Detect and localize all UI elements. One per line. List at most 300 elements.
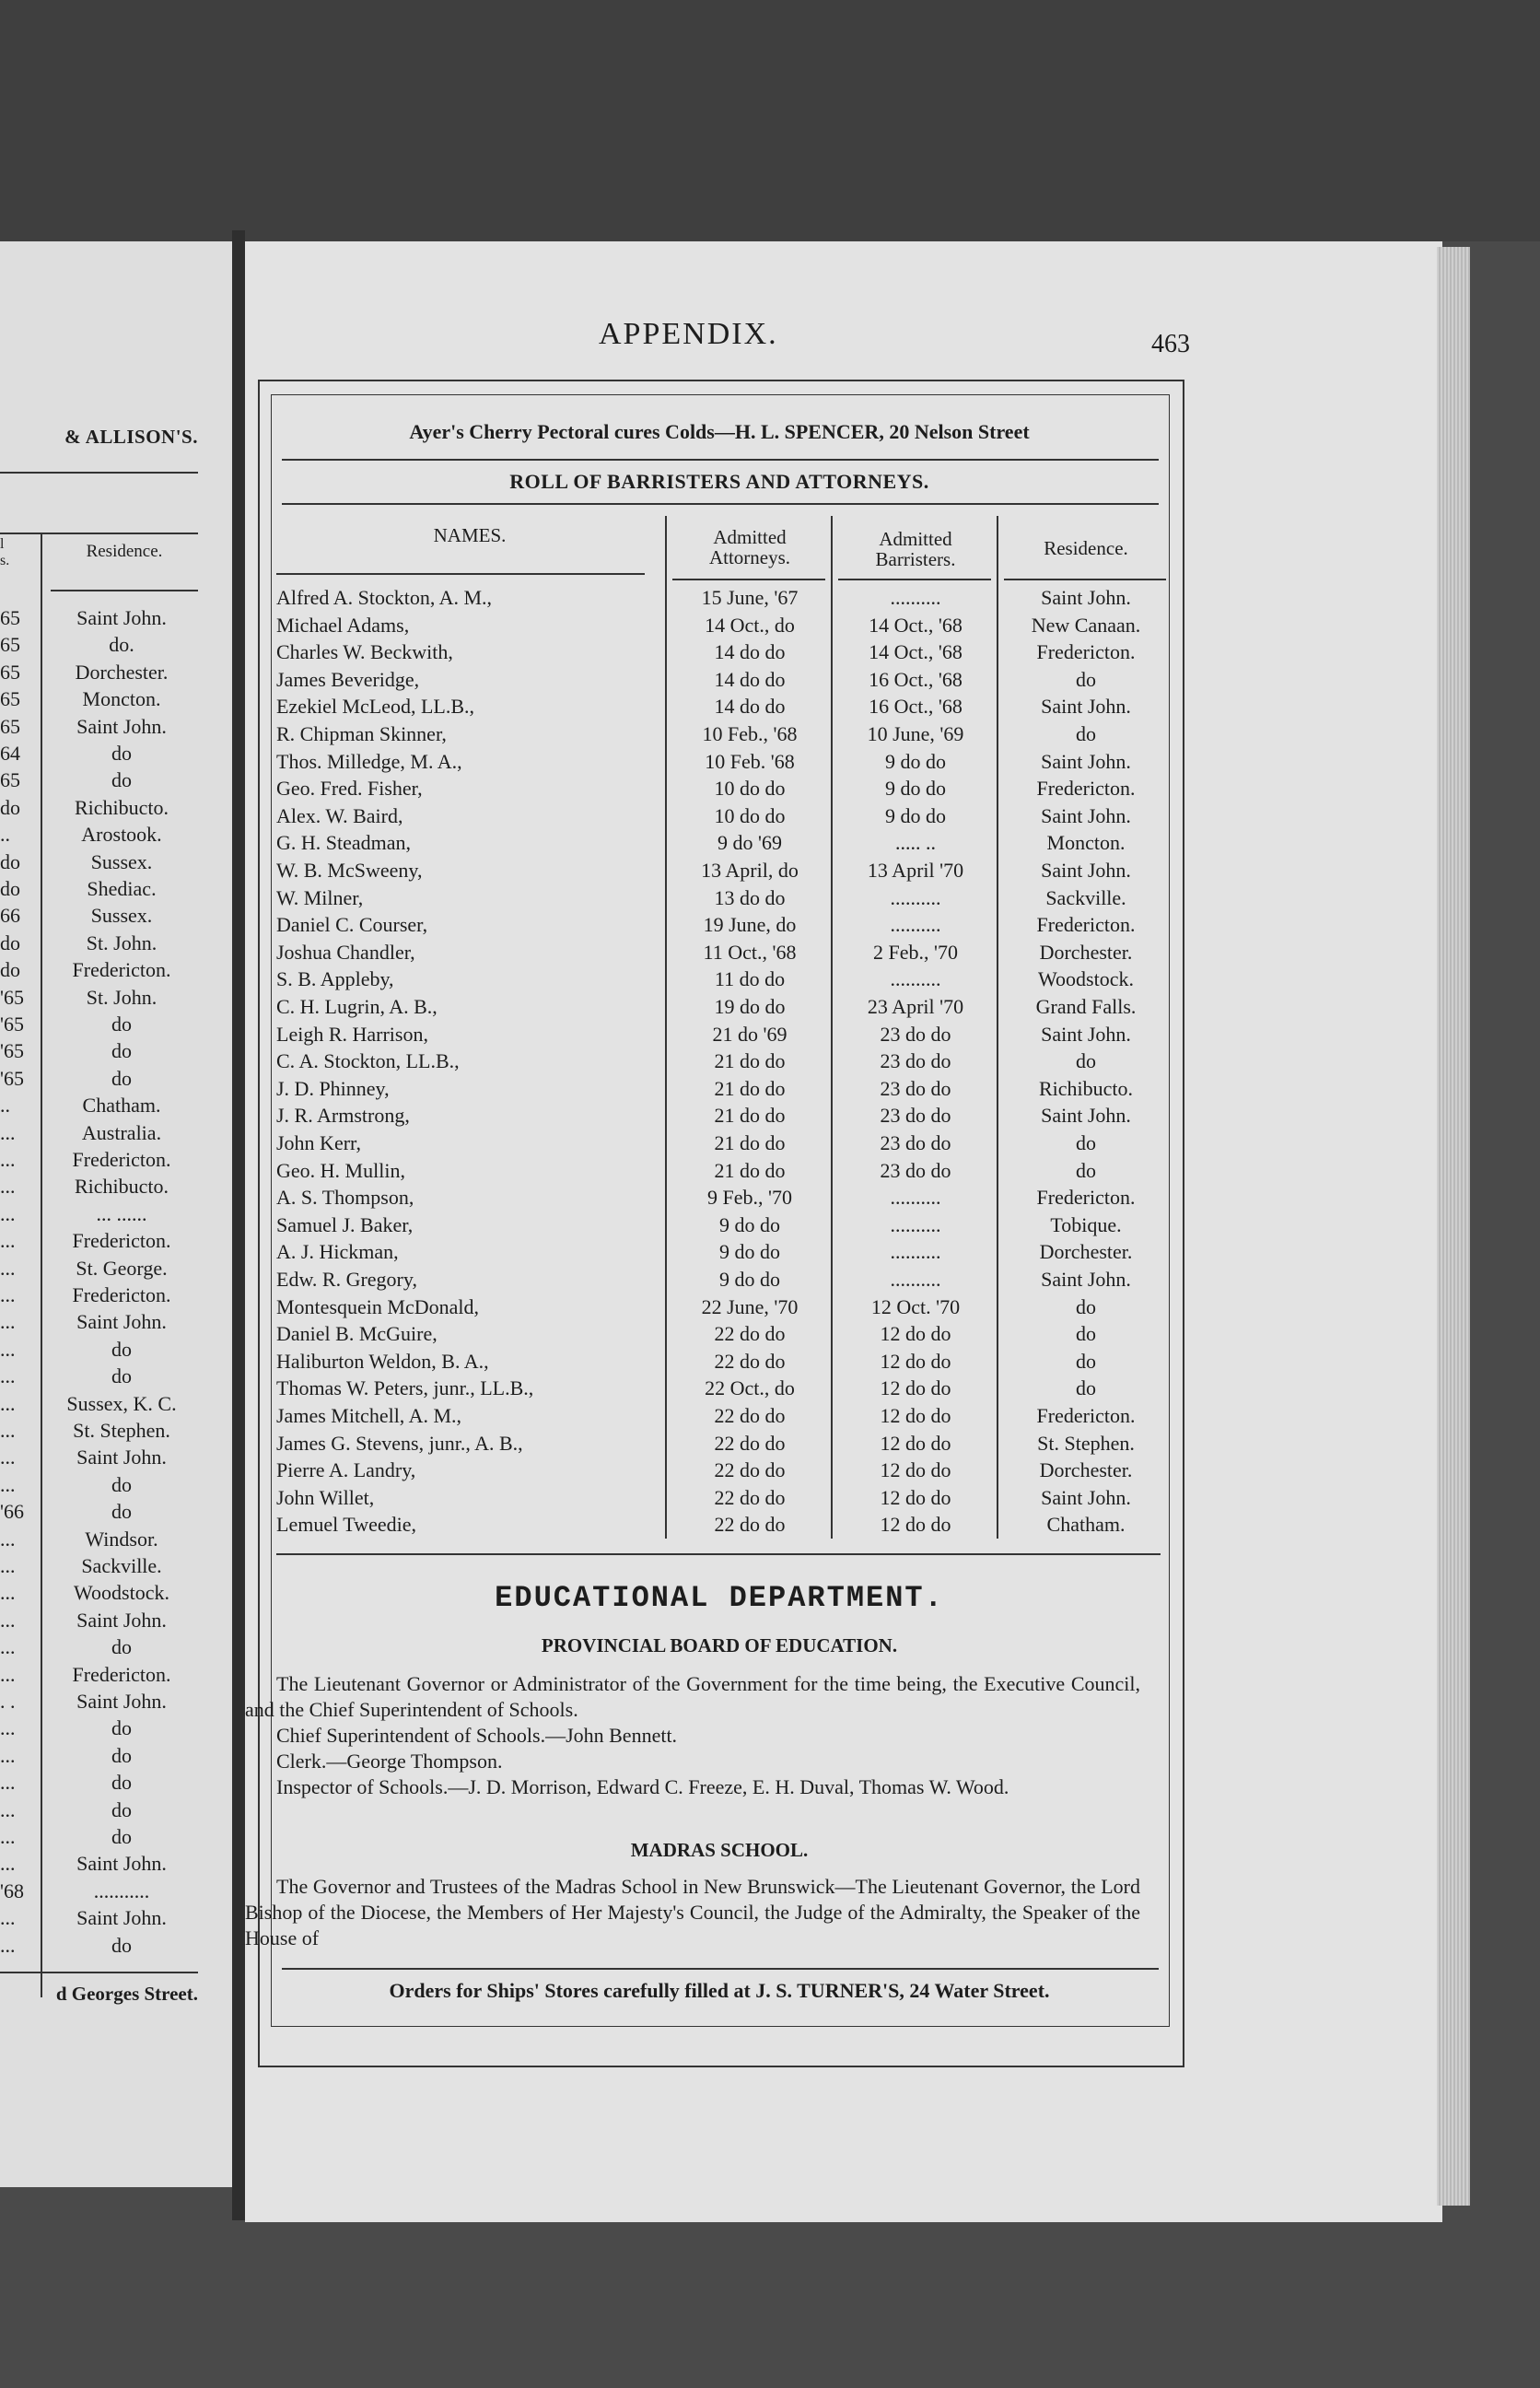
left-row-residence: do <box>111 768 132 792</box>
roll-admitted-attorney: 19 June, do <box>703 913 797 937</box>
left-table-row <box>0 902 198 929</box>
left-row-year: . . <box>0 1690 16 1713</box>
roll-admitted-barrister: .......... <box>890 586 941 609</box>
left-table-row <box>0 1227 198 1254</box>
left-row-year: 66 <box>0 904 20 928</box>
roll-name: Geo. Fred. Fisher, <box>276 777 423 801</box>
left-table-row <box>0 604 198 631</box>
left-row-year: ... <box>0 1364 16 1388</box>
roll-admitted-attorney: 21 do do <box>714 1076 786 1100</box>
roll-rule <box>282 503 1159 505</box>
left-row-year: ... <box>0 1906 16 1930</box>
roll-residence: Fredericton. <box>1036 1404 1136 1427</box>
roll-admitted-barrister: 23 April '70 <box>867 995 964 1018</box>
left-table-row <box>0 1552 198 1579</box>
roll-admitted-attorney: 10 do do <box>714 777 786 801</box>
left-row-year: 65 <box>0 606 20 629</box>
roll-residence: New Canaan. <box>1031 613 1141 637</box>
left-table-row <box>0 1308 198 1335</box>
roll-admitted-attorney: 13 April, do <box>701 859 799 882</box>
roll-residence: Saint John. <box>1041 749 1131 773</box>
left-table-row <box>0 875 198 902</box>
roll-residence: Fredericton. <box>1036 913 1136 937</box>
roll-name: W. B. McSweeny, <box>276 859 423 882</box>
roll-admitted-barrister: .......... <box>890 1240 941 1264</box>
left-row-year: '65 <box>0 1013 24 1036</box>
roll-admitted-attorney: 11 do do <box>714 967 786 991</box>
left-header-rule <box>0 472 198 474</box>
roll-name: Ezekiel McLeod, LL.B., <box>276 695 475 719</box>
left-residence-header: Residence. <box>86 542 163 561</box>
left-table-row <box>0 1471 198 1498</box>
left-row-residence: Saint John. <box>76 1446 167 1469</box>
roll-name: A. S. Thompson, <box>276 1186 414 1210</box>
ad-rule <box>282 459 1159 461</box>
left-row-year: ... <box>0 1256 16 1280</box>
roll-name: Alex. W. Baird, <box>276 803 403 827</box>
left-colhead-rule <box>51 590 198 591</box>
left-row-residence: Shediac. <box>87 877 157 900</box>
roll-admitted-attorney: 22 do do <box>714 1404 786 1427</box>
roll-admitted-barrister: .......... <box>890 885 941 909</box>
left-row-residence: ... ...... <box>96 1201 147 1225</box>
roll-name: John Willet, <box>276 1485 375 1509</box>
left-row-residence: Richibucto. <box>74 795 169 819</box>
roll-admitted-attorney: 21 do '69 <box>712 1022 788 1046</box>
roll-admitted-barrister: 12 do do <box>880 1485 951 1509</box>
left-page <box>0 241 232 2187</box>
roll-residence: Saint John. <box>1041 1022 1131 1046</box>
left-row-year: ... <box>0 1852 16 1876</box>
residence-header: Residence. <box>1044 537 1128 559</box>
roll-admitted-barrister: 12 do do <box>880 1349 951 1373</box>
roll-admitted-attorney: 22 do do <box>714 1485 786 1509</box>
left-table-row <box>0 821 198 848</box>
left-row-year: ... <box>0 1175 16 1199</box>
clerk: Clerk.—George Thompson. <box>276 1750 503 1773</box>
left-row-year: ... <box>0 1148 16 1171</box>
roll-admitted-attorney: 22 do do <box>714 1458 786 1482</box>
left-row-residence: Windsor. <box>85 1527 158 1551</box>
left-row-residence: do <box>111 1364 132 1388</box>
roll-admitted-barrister: 23 do do <box>880 1022 951 1046</box>
left-table-row <box>0 1200 198 1227</box>
left-table-row <box>0 1390 198 1417</box>
left-row-year: do <box>0 931 20 954</box>
roll-name: Montesquein McDonald, <box>276 1294 479 1318</box>
left-table-row <box>0 1633 198 1660</box>
left-table-row <box>0 1282 198 1308</box>
left-row-year: 65 <box>0 768 20 792</box>
left-table-row <box>0 1444 198 1470</box>
roll-name: Haliburton Weldon, B. A., <box>276 1349 489 1373</box>
left-row-residence: do <box>111 1635 132 1659</box>
roll-admitted-attorney: 22 June, '70 <box>701 1294 799 1318</box>
names-underline <box>276 573 645 575</box>
colhead-rule-att <box>672 579 825 580</box>
col-divider-1 <box>665 516 667 1539</box>
left-row-year: '68 <box>0 1879 24 1902</box>
roll-admitted-barrister: 16 Oct., '68 <box>869 667 962 691</box>
roll-residence: do <box>1076 1049 1096 1073</box>
madras-paragraph <box>245 1874 1140 1951</box>
roll-admitted-barrister: 2 Feb., '70 <box>873 940 958 964</box>
left-table-row <box>0 1417 198 1444</box>
roll-admitted-attorney: 9 do do <box>719 1212 780 1236</box>
left-row-residence: do <box>111 1337 132 1361</box>
roll-residence: Grand Falls. <box>1035 995 1137 1018</box>
roll-admitted-barrister: 12 do do <box>880 1513 951 1537</box>
left-table-row <box>0 713 198 740</box>
left-table-row <box>0 1742 198 1769</box>
roll-admitted-barrister: 12 do do <box>880 1376 951 1400</box>
left-row-year: ... <box>0 1933 16 1957</box>
left-row-residence: Moncton. <box>82 687 161 711</box>
roll-admitted-attorney: 10 Feb., '68 <box>702 722 798 745</box>
left-table-row <box>0 685 198 712</box>
left-table-row <box>0 1715 198 1741</box>
left-row-residence: Fredericton. <box>72 1229 171 1253</box>
roll-admitted-barrister: 14 Oct., '68 <box>869 640 962 664</box>
left-row-residence: St. George. <box>76 1256 168 1280</box>
roll-admitted-attorney: 9 do '69 <box>718 831 782 855</box>
roll-admitted-barrister: 23 do do <box>880 1076 951 1100</box>
left-table-row <box>0 1526 198 1552</box>
left-row-residence: Fredericton. <box>72 1662 171 1686</box>
left-row-year: '65 <box>0 1039 24 1063</box>
left-table-row <box>0 1336 198 1363</box>
roll-residence: do <box>1076 1294 1096 1318</box>
left-row-year: ... <box>0 1554 16 1577</box>
colhead-rule-res <box>1004 579 1166 580</box>
educational-department-title: EDUCATIONAL DEPARTMENT. <box>495 1581 944 1615</box>
roll-admitted-barrister: 13 April '70 <box>867 859 964 882</box>
roll-admitted-attorney: 14 Oct., do <box>705 613 795 637</box>
provincial-board-title: PROVINCIAL BOARD OF EDUCATION. <box>541 1634 898 1656</box>
roll-residence: Fredericton. <box>1036 1186 1136 1210</box>
roll-admitted-barrister: 12 do do <box>880 1322 951 1346</box>
roll-residence: do <box>1076 1322 1096 1346</box>
left-table-row <box>0 930 198 956</box>
left-row-residence: do <box>111 1743 132 1767</box>
chief-superintendent: Chief Superintendent of Schools.—John Bennett. <box>276 1724 678 1747</box>
left-row-year: ... <box>0 1283 16 1306</box>
left-row-residence: Saint John. <box>76 1310 167 1334</box>
roll-admitted-attorney: 14 do do <box>714 695 786 719</box>
roll-name: C. H. Lugrin, A. B., <box>276 995 438 1018</box>
roll-title: ROLL OF BARRISTERS AND ATTORNEYS. <box>509 470 929 493</box>
left-row-residence: Saint John. <box>76 714 167 738</box>
left-row-year: do <box>0 877 20 900</box>
roll-admitted-attorney: 11 Oct., '68 <box>703 940 797 964</box>
left-table-row <box>0 1797 198 1823</box>
left-row-residence: Saint John. <box>76 1608 167 1632</box>
left-row-residence: St. John. <box>86 985 158 1009</box>
roll-admitted-attorney: 10 do do <box>714 803 786 827</box>
left-table-row <box>0 1498 198 1525</box>
roll-name: Geo. H. Mullin, <box>276 1158 405 1182</box>
roll-residence: Dorchester. <box>1039 1458 1133 1482</box>
left-table-row <box>0 1878 198 1904</box>
roll-admitted-attorney: 21 do do <box>714 1158 786 1182</box>
roll-admitted-barrister: 9 do do <box>885 777 946 801</box>
roll-name: Pierre A. Landry, <box>276 1458 416 1482</box>
left-row-year: ... <box>0 1635 16 1659</box>
page-number: 463 <box>1151 330 1190 358</box>
roll-admitted-attorney: 9 Feb., '70 <box>707 1186 792 1210</box>
roll-name: G. H. Steadman, <box>276 831 412 855</box>
left-table-row <box>0 1011 198 1037</box>
left-table-row <box>0 1579 198 1606</box>
roll-name: J. R. Armstrong, <box>276 1104 410 1128</box>
roll-admitted-barrister: .......... <box>890 1186 941 1210</box>
left-row-residence: Saint John. <box>76 1690 167 1713</box>
left-row-residence: Fredericton. <box>72 1148 171 1171</box>
roll-name: Samuel J. Baker, <box>276 1212 414 1236</box>
roll-name: Thomas W. Peters, junr., LL.B., <box>276 1376 534 1400</box>
roll-residence: Saint John. <box>1041 859 1131 882</box>
left-row-residence: do <box>111 742 132 765</box>
roll-admitted-barrister: 12 do do <box>880 1404 951 1427</box>
roll-admitted-attorney: 22 do do <box>714 1349 786 1373</box>
left-row-year: 65 <box>0 660 20 684</box>
roll-name: Alfred A. Stockton, A. M., <box>276 586 493 609</box>
left-row-year: ... <box>0 1771 16 1795</box>
left-row-residence: Chatham. <box>82 1094 161 1118</box>
col-divider-2 <box>831 516 833 1539</box>
madras-text: The Governor and Trustees of the Madras School in New Brunswick—The Lieutenant Governor, the Lord Bishop of the Diocese, the Members of Her Majesty's Council, the Judge of the Admiralty, the Speaker of the House of <box>245 1875 1140 1949</box>
roll-name: John Kerr, <box>276 1131 361 1154</box>
roll-residence: Chatham. <box>1046 1513 1126 1537</box>
roll-name: S. B. Appleby, <box>276 967 394 991</box>
left-row-year: ... <box>0 1472 16 1496</box>
roll-residence: Saint John. <box>1041 803 1131 827</box>
left-row-year: ... <box>0 1337 16 1361</box>
left-row-residence: Dorchester. <box>75 660 169 684</box>
roll-admitted-barrister: 23 do do <box>880 1104 951 1128</box>
left-table-row <box>0 1255 198 1282</box>
roll-admitted-attorney: 14 do do <box>714 640 786 664</box>
left-header-rule-2 <box>0 533 198 534</box>
board-paragraph <box>245 1671 1140 1800</box>
left-row-residence: do <box>111 1771 132 1795</box>
roll-residence: Tobique. <box>1050 1212 1122 1236</box>
left-table-row <box>0 1607 198 1633</box>
left-table-row <box>0 1688 198 1715</box>
col-divider-3 <box>997 516 998 1539</box>
roll-residence: Richibucto. <box>1038 1076 1134 1100</box>
roll-admitted-attorney: 19 do do <box>714 995 786 1018</box>
left-table-row <box>0 984 198 1011</box>
roll-residence: do <box>1076 667 1096 691</box>
left-row-residence: Sussex. <box>90 849 153 873</box>
left-table-row <box>0 631 198 658</box>
left-row-residence: Australia. <box>81 1120 162 1144</box>
roll-residence: Saint John. <box>1041 1268 1131 1291</box>
roll-residence: Sackville. <box>1045 885 1126 909</box>
left-row-year: ... <box>0 1201 16 1225</box>
roll-name: W. Milner, <box>276 885 364 909</box>
left-table-row <box>0 1850 198 1877</box>
left-table-row <box>0 767 198 793</box>
roll-residence: Woodstock. <box>1038 967 1134 991</box>
page-edges <box>1437 247 1470 2206</box>
left-row-year: 65 <box>0 687 20 711</box>
book-gutter <box>232 230 245 2220</box>
colhead-rule-bar <box>838 579 991 580</box>
left-row-residence: do <box>111 1066 132 1090</box>
left-row-residence: Fredericton. <box>72 1283 171 1306</box>
left-row-year: 65 <box>0 714 20 738</box>
left-row-residence: Sussex. <box>90 904 153 928</box>
left-row-residence: do <box>111 1013 132 1036</box>
roll-residence: do <box>1076 722 1096 745</box>
running-head: APPENDIX. <box>599 317 778 351</box>
roll-admitted-attorney: 9 do do <box>719 1240 780 1264</box>
left-page-header: & ALLISON'S. <box>64 426 198 448</box>
left-row-year: ... <box>0 1310 16 1334</box>
names-header: NAMES. <box>433 524 507 546</box>
left-column-stub: l s. <box>0 536 10 568</box>
left-row-residence: do <box>111 1825 132 1848</box>
roll-residence: Fredericton. <box>1036 777 1136 801</box>
left-row-residence: do <box>111 1797 132 1821</box>
left-footer-rule <box>0 1972 198 1973</box>
left-row-year: do <box>0 795 20 819</box>
roll-admitted-attorney: 14 do do <box>714 667 786 691</box>
left-row-year: ... <box>0 1608 16 1632</box>
left-row-residence: Arostook. <box>81 823 162 847</box>
left-row-year: ... <box>0 1419 16 1442</box>
left-row-year: '65 <box>0 1066 24 1090</box>
left-row-residence: do. <box>109 633 134 657</box>
roll-name: Daniel C. Courser, <box>276 913 428 937</box>
left-table-row <box>0 1769 198 1796</box>
roll-admitted-barrister: 16 Oct., '68 <box>869 695 962 719</box>
board-text: The Lieutenant Governor or Administrator of the Government for the time being, the Executive Council, and the Chief Superintendent of Schools. <box>245 1672 1140 1721</box>
roll-residence: Saint John. <box>1041 586 1131 609</box>
left-row-residence: Sackville. <box>81 1554 162 1577</box>
top-advertisement: Ayer's Cherry Pectoral cures Colds—H. L. SPENCER, 20 Nelson Street <box>409 420 1030 443</box>
left-table-row <box>0 1823 198 1850</box>
left-row-year: ... <box>0 1716 16 1740</box>
roll-admitted-attorney: 22 do do <box>714 1322 786 1346</box>
left-row-residence: Saint John. <box>76 606 167 629</box>
left-table-row <box>0 849 198 875</box>
roll-residence: do <box>1076 1131 1096 1154</box>
footer-rule <box>282 1968 1159 1970</box>
roll-name: Lemuel Tweedie, <box>276 1513 416 1537</box>
roll-residence: St. Stephen. <box>1037 1431 1135 1455</box>
roll-name: James Beveridge, <box>276 667 420 691</box>
left-page-footer: d Georges Street. <box>55 1983 198 2005</box>
roll-admitted-barrister: .......... <box>890 967 941 991</box>
left-row-residence: St. Stephen. <box>73 1419 170 1442</box>
left-table-row <box>0 1037 198 1064</box>
roll-residence: Dorchester. <box>1039 1240 1133 1264</box>
table-bottom-rule <box>276 1553 1161 1555</box>
left-row-residence: do <box>111 1039 132 1063</box>
left-table-row <box>0 1092 198 1118</box>
attorneys-header: Admitted Attorneys. <box>708 526 791 568</box>
left-row-year: ... <box>0 1662 16 1686</box>
left-row-residence: Richibucto. <box>74 1175 169 1199</box>
roll-name: Charles W. Beckwith, <box>276 640 453 664</box>
roll-admitted-attorney: 22 Oct., do <box>705 1376 795 1400</box>
roll-name: R. Chipman Skinner, <box>276 722 447 745</box>
left-row-year: ... <box>0 1229 16 1253</box>
roll-residence: do <box>1076 1349 1096 1373</box>
inspector: Inspector of Schools.—J. D. Morrison, Edward C. Freeze, E. H. Duval, Thomas W. Wood. <box>276 1775 1009 1798</box>
roll-residence: Fredericton. <box>1036 640 1136 664</box>
roll-admitted-barrister: .......... <box>890 1212 941 1236</box>
roll-admitted-attorney: 10 Feb. '68 <box>705 749 795 773</box>
left-table-row <box>0 1173 198 1200</box>
left-row-year: .. <box>0 1094 10 1118</box>
left-row-year: do <box>0 849 20 873</box>
roll-admitted-barrister: 10 June, '69 <box>867 722 964 745</box>
left-row-residence: do <box>111 1500 132 1524</box>
left-table-row <box>0 794 198 821</box>
roll-residence: do <box>1076 1376 1096 1400</box>
left-table-row <box>0 1065 198 1092</box>
roll-residence: Saint John. <box>1041 1104 1131 1128</box>
left-table-row <box>0 659 198 685</box>
left-row-year: ... <box>0 1797 16 1821</box>
left-table-row <box>0 1932 198 1959</box>
roll-admitted-barrister: 9 do do <box>885 803 946 827</box>
left-row-year: ... <box>0 1743 16 1767</box>
left-row-residence: do <box>111 1716 132 1740</box>
left-row-residence: St. John. <box>86 931 158 954</box>
roll-residence: Moncton. <box>1046 831 1126 855</box>
left-row-year: 65 <box>0 633 20 657</box>
roll-admitted-barrister: 12 do do <box>880 1431 951 1455</box>
left-row-year: '66 <box>0 1500 24 1524</box>
roll-admitted-attorney: 15 June, '67 <box>701 586 799 609</box>
roll-admitted-attorney: 21 do do <box>714 1131 786 1154</box>
left-row-residence: Saint John. <box>76 1852 167 1876</box>
roll-admitted-barrister: 12 Oct. '70 <box>870 1294 961 1318</box>
left-row-residence: Sussex, K. C. <box>66 1391 177 1415</box>
left-row-year: 64 <box>0 742 20 765</box>
roll-admitted-barrister: 23 do do <box>880 1158 951 1182</box>
left-table-row <box>0 956 198 983</box>
roll-residence: Saint John. <box>1041 695 1131 719</box>
roll-admitted-attorney: 22 do do <box>714 1513 786 1537</box>
left-table-row <box>0 1661 198 1688</box>
roll-name: Daniel B. McGuire, <box>276 1322 438 1346</box>
roll-admitted-attorney: 13 do do <box>714 885 786 909</box>
left-row-residence: Woodstock. <box>74 1581 169 1605</box>
roll-name: Thos. Milledge, M. A., <box>276 749 462 773</box>
left-row-residence: Saint John. <box>76 1906 167 1930</box>
roll-admitted-attorney: 21 do do <box>714 1104 786 1128</box>
left-table-row <box>0 740 198 767</box>
left-row-year: ... <box>0 1391 16 1415</box>
left-row-residence: do <box>111 1933 132 1957</box>
roll-name: Joshua Chandler, <box>276 940 415 964</box>
left-row-year: '65 <box>0 985 24 1009</box>
left-table-row <box>0 1363 198 1389</box>
footer-advertisement: Orders for Ships' Stores carefully filled at J. S. TURNER'S, 24 Water Street. <box>389 1979 1050 2002</box>
roll-name: James Mitchell, A. M., <box>276 1404 462 1427</box>
roll-admitted-barrister: 14 Oct., '68 <box>869 613 962 637</box>
roll-residence: Saint John. <box>1041 1485 1131 1509</box>
left-row-year: .. <box>0 823 10 847</box>
roll-name: C. A. Stockton, LL.B., <box>276 1049 460 1073</box>
roll-name: J. D. Phinney, <box>276 1076 390 1100</box>
